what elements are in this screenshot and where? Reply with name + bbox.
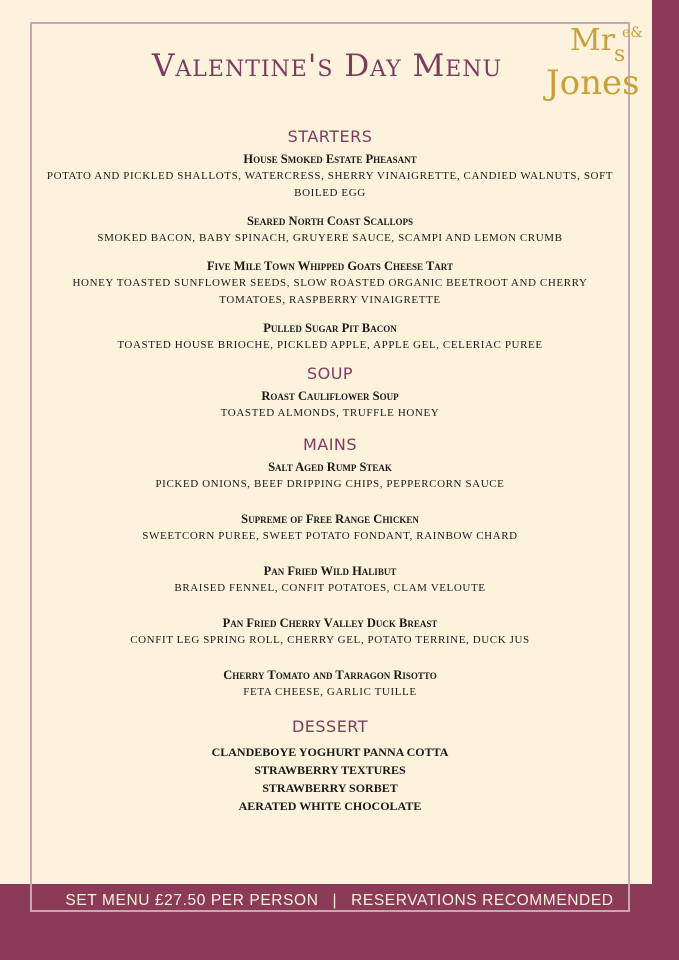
set-menu-price: SET MENU £27.50 PER PERSON [65,892,319,909]
dish-item [30,258,630,309]
dessert-line: CLANDEBOYE YOGHURT PANNA COTTA [211,745,449,759]
dessert-line: STRAWBERRY SORBET [262,781,398,795]
dish-name: Seared North Coast Scallops [246,214,414,228]
page-title: Valentine's Day Menu [152,48,503,84]
dish-item [30,151,630,202]
dish-item [30,459,630,493]
dish-name: Cherry Tomato and Tarragon Risotto [223,668,437,682]
dish-item [30,563,630,597]
reservations-note: RESERVATIONS RECOMMENDED [351,892,614,909]
dish-description: TOASTED HOUSE BRIOCHE, PICKLED APPLE, APPLE GEL, CELERIAC PUREE [117,339,543,351]
dish-name: House Smoked Estate Pheasant [243,152,417,166]
dish-item [30,667,630,701]
dessert-section [30,716,630,815]
dish-description: HONEY TOASTED SUNFLOWER SEEDS, SLOW ROASTED ORGANIC BEETROOT AND CHERRY TOMATOES, RASPBERRY VINAIGRETTE [72,277,588,306]
mr-mrs-jones-logo [546,23,648,110]
logo-mr: Mr [570,23,616,58]
dish-name: Pan Fried Cherry Valley Duck Breast [222,616,438,630]
dish-description: SWEETCORN PUREE, SWEET POTATO FONDANT, RAINBOW CHARD [142,530,518,542]
logo-ampersand: e& [622,25,643,41]
right-border-band [652,0,679,960]
section-heading-starters: STARTERS [287,127,373,146]
section-heading-mains: MAINS [302,435,358,454]
dessert-line: AERATED WHITE CHOCOLATE [238,799,422,813]
logo-jones: Jones [546,63,640,103]
soup-section [30,363,630,422]
starters-section [30,126,630,354]
dessert-list [30,743,630,815]
dish-description: TOASTED ALMONDS, TRUFFLE HONEY [220,407,440,419]
dish-item [30,213,630,247]
section-heading-dessert: DESSERT [291,717,369,736]
dish-description: PICKED ONIONS, BEEF DRIPPING CHIPS, PEPPERCORN SAUCE [155,478,505,490]
dish-name: Pan Fried Wild Halibut [263,564,397,578]
dish-item [30,320,630,354]
dish-description: FETA CHEESE, GARLIC TUILLE [243,686,417,698]
logo-s: s [614,42,626,67]
mains-section [30,434,630,701]
dish-item [30,388,630,422]
dish-description: POTATO AND PICKLED SHALLOTS, WATERCRESS, SHERRY VINAIGRETTE, CANDIED WALNUTS, SOFT BOILED EGG [46,170,614,199]
menu-content [30,126,630,815]
dessert-line: STRAWBERRY TEXTURES [254,763,406,777]
dish-item [30,511,630,545]
footer-separator: | [332,892,338,909]
dish-name: Pulled Sugar Pit Bacon [263,321,397,335]
dish-item [30,615,630,649]
dish-description: BRAISED FENNEL, CONFIT POTATOES, CLAM VELOUTE [174,582,486,594]
section-heading-soup: SOUP [306,364,354,383]
dish-name: Supreme of Free Range Chicken [241,512,419,526]
dish-name: Five Mile Town Whipped Goats Cheese Tart [207,259,453,273]
dish-name: Roast Cauliflower Soup [261,389,399,403]
dish-description: SMOKED BACON, BABY SPINACH, GRUYERE SAUCE, SCAMPI AND LEMON CRUMB [97,232,563,244]
dish-name: Salt Aged Rump Steak [268,460,392,474]
dish-description: CONFIT LEG SPRING ROLL, CHERRY GEL, POTATO TERRINE, DUCK JUS [130,634,530,646]
footer-text [0,892,679,910]
